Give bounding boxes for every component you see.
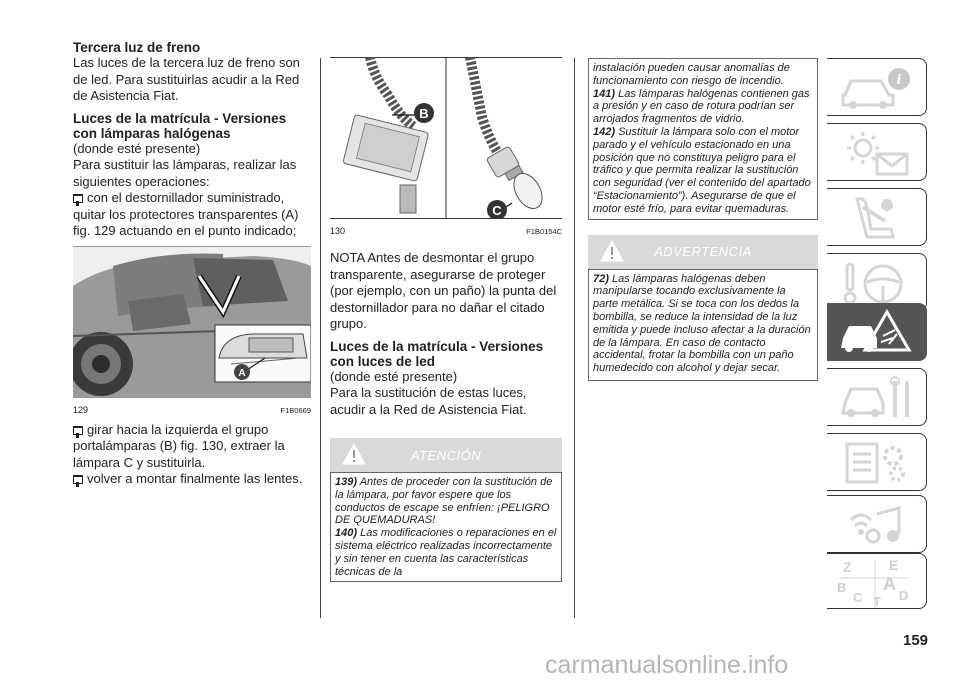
figure-130-caption <box>330 226 562 237</box>
advertencia-box <box>588 235 818 381</box>
advertencia-title: ADVERTENCIA <box>654 244 752 260</box>
figure-129-code: F1B0669 <box>280 405 311 415</box>
svg-text:i: i <box>896 73 902 88</box>
figure-130-number: 130 <box>330 226 346 236</box>
paragraph-donde-presente: (donde esté presente) <box>73 140 201 156</box>
atencion-box <box>330 438 562 582</box>
column-right <box>588 58 818 381</box>
car-info-icon <box>837 63 917 113</box>
figure-129-number: 129 <box>73 404 89 415</box>
figure-129-caption <box>73 405 311 416</box>
heading-matricula-led: Luces de la matrícula - Versiones con luces de led <box>330 338 544 369</box>
svg-text:A: A <box>883 574 896 594</box>
lights-message-icon <box>837 128 917 178</box>
alphabet-index-icon <box>837 558 917 608</box>
chapter-tab-multimedia[interactable] <box>827 495 927 553</box>
chapter-tab-car-info[interactable] <box>827 58 927 116</box>
svg-text:C: C <box>853 590 863 605</box>
atencion-title: ATENCIÓN <box>410 447 482 463</box>
atencion-continued-body <box>588 58 818 220</box>
atencion-body <box>330 472 562 582</box>
advertencia-header <box>588 235 818 269</box>
bullet-item-volver: volver a montar finalmente las lentes. <box>73 471 311 488</box>
figure-130-code: F1B0154C <box>526 227 562 236</box>
data-gears-icon <box>837 438 917 488</box>
car-tools-icon <box>837 373 917 423</box>
chapter-tab-technical-data[interactable] <box>827 433 927 491</box>
warning-triangle-icon <box>600 240 624 262</box>
figure-130-illustration <box>330 57 562 219</box>
bullet-item-destornillador: con el destornillador suministrado, quitar los protectores transparentes (A) fig. 129 actuando en el punto indicado; <box>73 190 299 238</box>
svg-text:T: T <box>873 594 881 608</box>
atencion-item-139: 139) Antes de proceder con la sustitución de la lámpara, por favor espere que los conductos de escape se enfríen: ¡PELIGRO DE QUEMADURAS! <box>335 476 553 527</box>
media-nav-icon <box>837 500 917 550</box>
watermark: carmanualsonline.info <box>545 651 789 679</box>
column-middle <box>330 40 562 582</box>
atencion-item-141: 141) Las lámparas halógenas contienen gas a presión y en caso de rotura podrían ser arrojados fragmentos de vidrio. <box>593 87 810 126</box>
figure-129 <box>73 246 311 416</box>
chapter-tab-index[interactable] <box>827 553 927 609</box>
paragraph-para-sustituir: Para sustituir las lámparas, realizar las siguientes operaciones: <box>73 157 297 189</box>
svg-text:D: D <box>899 588 909 603</box>
paragraph-donde-presente-led: (donde esté presente) <box>330 368 458 384</box>
atencion-item-142: 142) Sustituir la lámpara solo con el motor parado y el vehículo estacionado en una posición que no constituya peligro para el tráfico y que permita realizar la sustitución con seguridad (ver el contenido del apartado “Estacionamiento”). Asegurarse de que el motor esté frío, para evitar quemaduras. <box>593 125 811 215</box>
svg-text:B: B <box>837 580 847 595</box>
bullet-icon <box>73 194 83 203</box>
heading-matricula-halogenas: Luces de la matrícula - Versiones con lámparas halógenas <box>73 110 287 141</box>
steering-key-icon <box>837 258 917 308</box>
bullet-icon <box>73 475 83 484</box>
chapter-tab-maintenance[interactable] <box>827 368 927 426</box>
figure-130 <box>330 57 562 237</box>
figure-129-illustration <box>73 246 311 398</box>
atencion-header <box>330 438 562 472</box>
column-divider-1 <box>320 58 321 618</box>
advertencia-item-72: 72) Las lámparas halógenas deben manipularse tocando exclusivamente la parte metálica. Si se toca con los dedos la bombilla, se reduce la intensidad de la luz emitida y puede incluso afectar a la duración de la lámpara. En caso de contacto accidental, frotar la bombilla con un paño humedecido con alcohol y dejar secar. <box>593 272 811 375</box>
heading-tercera-luz: Tercera luz de freno <box>73 40 201 55</box>
chapter-tab-lights[interactable] <box>827 123 927 181</box>
airbag-seat-icon <box>837 193 917 243</box>
atencion-item-140: 140) Las modificaciones o reparaciones en el sistema eléctrico realizadas incorrectamente y sin tener en cuenta las características técnicas de la <box>335 527 557 578</box>
paragraph-sustitucion-led: Para la sustitución de estas luces, acudir a la Red de Asistencia Fiat. <box>330 385 527 417</box>
warning-triangle-icon <box>342 443 366 465</box>
car-warning-triangle-icon <box>837 308 917 358</box>
page-number: 159 <box>903 632 929 649</box>
svg-text:E: E <box>889 558 899 573</box>
column-divider-2 <box>574 58 575 618</box>
figure-130-label-b: B <box>419 106 429 121</box>
figure-129-label-a: A <box>238 367 246 379</box>
paragraph-nota: NOTA Antes de desmontar el grupo transparente, asegurarse de proteger (por ejemplo, con un paño) la punta del destornillador para no dañar el citado grupo. <box>330 250 557 331</box>
bullet-icon <box>73 426 83 435</box>
chapter-tab-emergency[interactable] <box>827 303 927 361</box>
svg-text:Z: Z <box>843 559 852 575</box>
atencion-item-140-cont: instalación pueden causar anomalías de funcionamiento con riesgo de incendio. <box>593 62 790 87</box>
bullet-item-girar: girar hacia la izquierda el grupo portalámparas (B) fig. 130, extraer la lámpara C y sustituirla. <box>73 421 285 470</box>
paragraph-tercera-luz: Las luces de la tercera luz de freno son de led. Para sustituirlas acudir a la Red de Asistencia Fiat. <box>73 55 300 103</box>
figure-130-label-c: C <box>492 203 502 218</box>
chapter-tab-safety[interactable] <box>827 188 927 246</box>
advertencia-body <box>588 269 818 381</box>
column-left <box>73 40 311 488</box>
